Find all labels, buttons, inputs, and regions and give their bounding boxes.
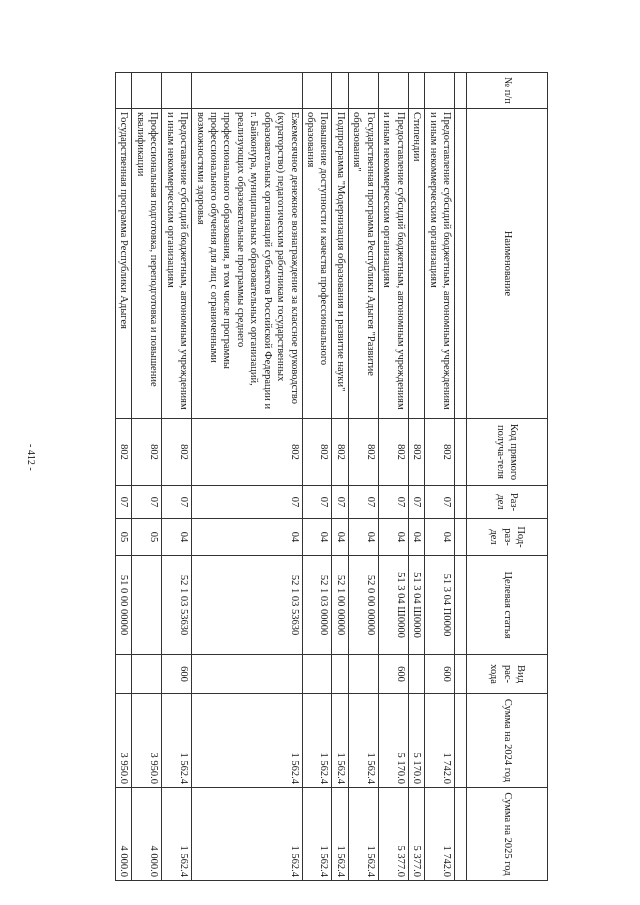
header-expense: Вид рас-хода	[467, 655, 548, 694]
table-row	[425, 73, 455, 881]
cell-subsection: 05	[115, 519, 131, 556]
cell-name: Стипендии	[408, 109, 424, 419]
header-code: Код прямого получа-теля	[467, 419, 548, 486]
cell-num	[425, 73, 455, 109]
cell-y2025: 1 562.4	[332, 788, 348, 881]
cell-section: 07	[192, 486, 303, 519]
cell-y2024: 1 562.4	[332, 694, 348, 788]
cell-code: 802	[425, 419, 455, 486]
cell-y2025: 5 377.0	[408, 788, 424, 881]
cell-num	[192, 73, 303, 109]
cell-name: Ежемесячное денежное вознаграждение за классное руководство (кураторство) педагогическим работникам государственных образовательных организаций субъектов Российской Федерации и г. Байконура, муниципальных образовательных организаций, реализующих образовательные программы среднего профессионального образования, в том числе программы профессионального обучения для лиц с ограниченными возможностями здоровья	[192, 109, 303, 419]
cell-y2025: 1 742.0	[425, 788, 455, 881]
cell-target	[132, 556, 162, 655]
cell-y2024: 3 950.0	[132, 694, 162, 788]
cell-subsection: 04	[378, 519, 408, 556]
cell-name: Государственная программа Республики Адыгея "Развитие образования"	[348, 109, 378, 419]
table-row	[332, 73, 348, 881]
cell-subsection: 05	[132, 519, 162, 556]
header-subsection: Под-раз-дел	[467, 519, 548, 556]
cell-num	[408, 73, 424, 109]
cell-target: 51 0 00 00000	[115, 556, 131, 655]
cell-name: Предоставление субсидий бюджетным, автономным учреждениям и иным некоммерческим организациям	[162, 109, 192, 419]
cell-section: 07	[348, 486, 378, 519]
cell-expense	[302, 655, 332, 694]
cell-code: 802	[132, 419, 162, 486]
cell-expense: 600	[162, 655, 192, 694]
cell-y2025: 4 000.0	[132, 788, 162, 881]
cell-target: 51 3 04 П0000	[425, 556, 455, 655]
cell-target: 52 0 00 00000	[348, 556, 378, 655]
page-number: - 412 -	[25, 444, 36, 471]
cell-target: 52 1 03 53630	[162, 556, 192, 655]
cell-subsection: 04	[332, 519, 348, 556]
header-section: Раз-дел	[467, 486, 548, 519]
cell-code: 802	[408, 419, 424, 486]
cell-code: 802	[115, 419, 131, 486]
cell-section: 07	[408, 486, 424, 519]
cell-y2024: 1 742.0	[425, 694, 455, 788]
cell-name: Предоставление субсидий бюджетным, автономным учреждениям и иным некоммерческим организациям	[378, 109, 408, 419]
cell-y2024: 5 170.0	[408, 694, 424, 788]
table-row	[302, 73, 332, 881]
rotated-table-container	[76, 72, 548, 880]
table-row	[408, 73, 424, 881]
cell-num	[302, 73, 332, 109]
cell-target: 52 1 03 00000	[302, 556, 332, 655]
header-2024: Сумма на 2024 год	[467, 694, 548, 788]
cell-expense	[348, 655, 378, 694]
cell-name: Повышение доступности и качества профессионального образования	[302, 109, 332, 419]
cell-subsection: 04	[302, 519, 332, 556]
cell-name: Государственная программа Республики Адыгея	[115, 109, 131, 419]
cell-expense	[332, 655, 348, 694]
cell-expense	[192, 655, 303, 694]
cell-subsection: 04	[425, 519, 455, 556]
table-header	[455, 73, 548, 881]
cell-section: 07	[332, 486, 348, 519]
cell-expense	[132, 655, 162, 694]
cell-num	[332, 73, 348, 109]
cell-name: Предоставление субсидий бюджетным, автономным учреждениям и иным некоммерческим организациям	[425, 109, 455, 419]
cell-expense: 600	[425, 655, 455, 694]
cell-y2024: 1 562.4	[192, 694, 303, 788]
cell-y2024: 3 950.0	[115, 694, 131, 788]
budget-table	[115, 72, 548, 881]
table-body	[115, 73, 454, 881]
cell-code: 802	[348, 419, 378, 486]
cell-y2025: 5 377.0	[378, 788, 408, 881]
cell-y2024: 1 562.4	[302, 694, 332, 788]
cell-section: 07	[115, 486, 131, 519]
cell-y2025: 1 562.4	[302, 788, 332, 881]
cell-target: 51 3 04 Ш0000	[378, 556, 408, 655]
cell-expense	[115, 655, 131, 694]
header-target: Целевая статья	[467, 556, 548, 655]
table-row	[378, 73, 408, 881]
cell-y2025: 4 000.0	[115, 788, 131, 881]
cell-target: 52 1 00 00000	[332, 556, 348, 655]
cell-subsection: 04	[162, 519, 192, 556]
table-row	[132, 73, 162, 881]
header-spacer-row	[455, 73, 467, 881]
cell-section: 07	[302, 486, 332, 519]
cell-section: 07	[425, 486, 455, 519]
cell-code: 802	[162, 419, 192, 486]
cell-section: 07	[132, 486, 162, 519]
cell-num	[348, 73, 378, 109]
cell-y2025: 1 562.4	[162, 788, 192, 881]
cell-subsection: 04	[192, 519, 303, 556]
cell-name: Подпрограмма "Модернизация образования и развитие науки"	[332, 109, 348, 419]
cell-y2025: 1 562.4	[348, 788, 378, 881]
cell-y2024: 5 170.0	[378, 694, 408, 788]
cell-expense: 600	[378, 655, 408, 694]
cell-num	[132, 73, 162, 109]
cell-code: 802	[192, 419, 303, 486]
cell-num	[378, 73, 408, 109]
header-name: Наименование	[467, 109, 548, 419]
cell-expense	[408, 655, 424, 694]
cell-subsection: 04	[408, 519, 424, 556]
cell-y2024: 1 562.4	[348, 694, 378, 788]
cell-target: 52 1 03 53630	[192, 556, 303, 655]
cell-code: 802	[378, 419, 408, 486]
table-row	[162, 73, 192, 881]
cell-code: 802	[332, 419, 348, 486]
cell-y2024: 1 562.4	[162, 694, 192, 788]
header-2025: Сумма на 2025 год	[467, 788, 548, 881]
cell-target: 51 3 04 Ш0000	[408, 556, 424, 655]
table-row	[348, 73, 378, 881]
cell-section: 07	[162, 486, 192, 519]
cell-section: 07	[378, 486, 408, 519]
cell-y2025: 1 562.4	[192, 788, 303, 881]
header-num: № п/п	[467, 73, 548, 109]
cell-num	[162, 73, 192, 109]
cell-code: 802	[302, 419, 332, 486]
cell-num	[115, 73, 131, 109]
cell-name: Профессиональная подготовка, переподготовка и повышение квалификации	[132, 109, 162, 419]
table-row	[115, 73, 131, 881]
table-row	[192, 73, 303, 881]
cell-subsection: 04	[348, 519, 378, 556]
